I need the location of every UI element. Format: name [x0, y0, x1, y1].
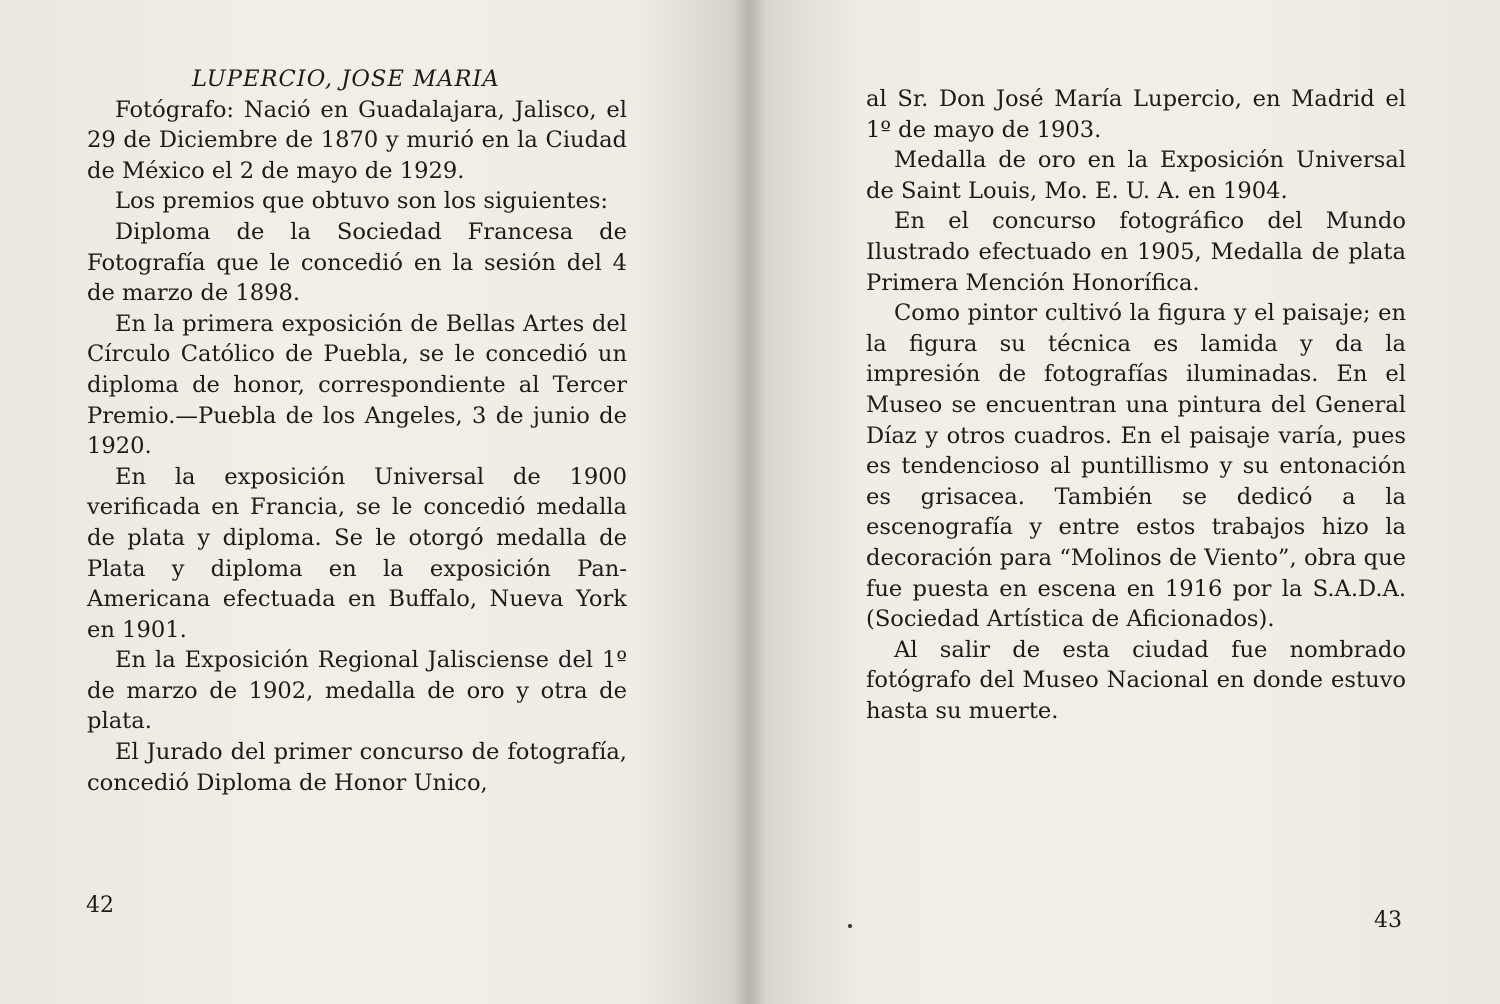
paragraph: Medalla de oro en la Exposición Universal de Saint Louis, Mo. E. U. A. en 1904.: [866, 147, 1406, 204]
paragraph: El Jurado del primer concurso de fotografía, concedió Diploma de Honor Unico,: [87, 739, 627, 796]
left-text-block: [87, 64, 627, 798]
print-speck: [848, 924, 852, 928]
paragraph-continuation: al Sr. Don José María Lupercio, en Madrid el 1º de mayo de 1903.: [866, 86, 1406, 143]
page-number-right: 43: [1374, 908, 1402, 933]
paragraph: Como pintor cultivó la figura y el paisaje; en la figura su técnica es lamida y da la impresión de fotografías iluminadas. En el Museo se encuentran una pintura del General Díaz y otros cuadros. En el paisaje varía, pues es tendencioso al puntillismo y su entonación es grisacea. También se dedicó a la escenografía y entre estos trabajos hizo la decoración para “Molinos de Viento”, obra que fue puesta en escena en 1916 por la S.A.D.A. (Sociedad Artística de Aficionados).: [866, 300, 1406, 633]
paragraph: Fotógrafo: Nació en Guadalajara, Jalisco, el 29 de Diciembre de 1870 y murió en la Ciudad de México el 2 de mayo de 1929.: [87, 96, 627, 184]
paragraph: Los premios que obtuvo son los siguientes:: [115, 188, 609, 215]
right-page: [750, 0, 1500, 1004]
right-text-block: [866, 84, 1406, 726]
paragraph: Diploma de la Sociedad Francesa de Fotografía que le concedió en la sesión del 4 de marzo de 1898.: [87, 218, 627, 307]
page-number-left: 42: [86, 893, 114, 918]
paragraph: En el concurso fotográfico del Mundo Ilustrado efectuado en 1905, Medalla de plata Primera Mención Honorífica.: [866, 208, 1406, 296]
paragraph: Al salir de esta ciudad fue nombrado fotógrafo del Museo Nacional en donde estuvo hasta su muerte.: [866, 636, 1406, 724]
paragraph: En la primera exposición de Bellas Artes del Círculo Católico de Puebla, se le concedió un diploma de honor, correspondiente al Tercer Premio.—Puebla de los Angeles, 3 de junio de 1920.: [87, 310, 627, 460]
paragraph: En la exposición Universal de 1900 verificada en Francia, se le concedió medalla de plata y diploma. Se le otorgó medalla de Plata y diploma en la exposición Pan-Americana efectuada en Buffalo, Nueva York en 1901.: [87, 463, 627, 643]
paragraph: En la Exposición Regional Jalisciense del 1º de marzo de 1902, medalla de oro y otra de plata.: [87, 647, 627, 735]
running-head: LUPERCIO, JOSE MARIA: [192, 66, 500, 92]
